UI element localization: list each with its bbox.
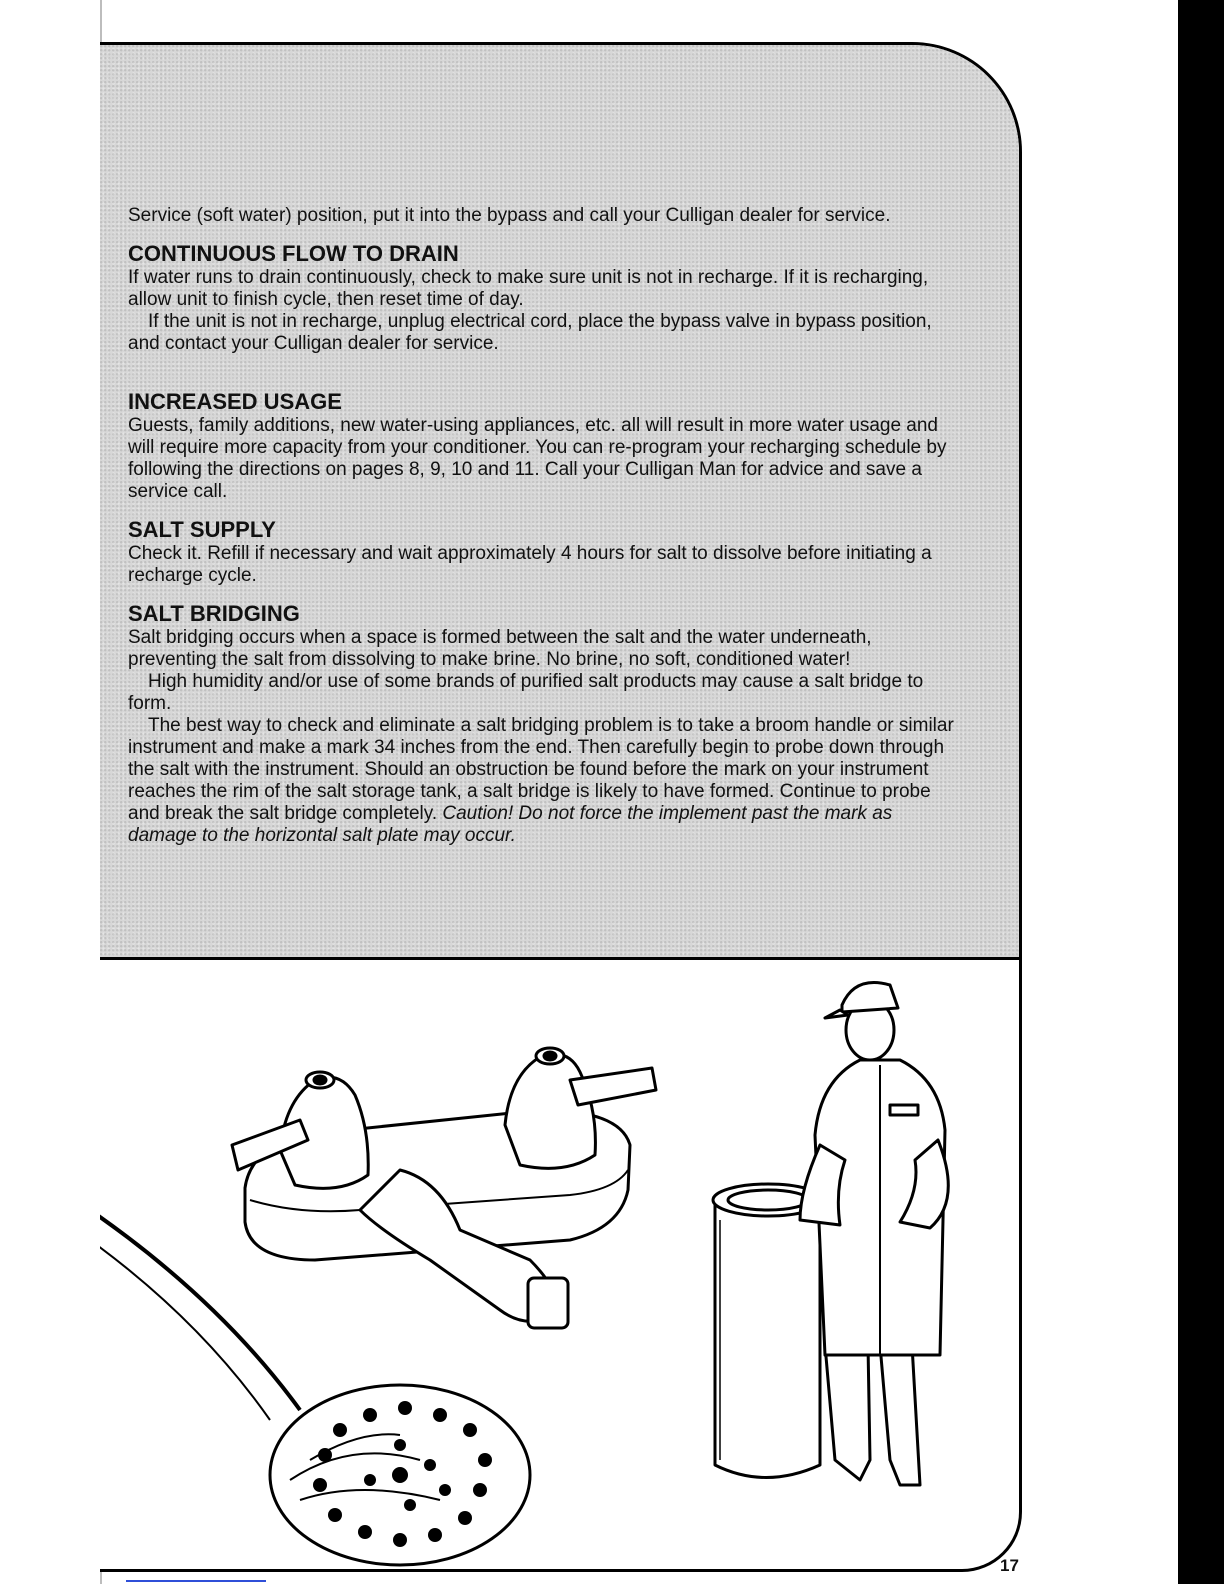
section-paragraph: Salt bridging occurs when a space is formed between the salt and the water underneath, preventing the salt from dissolving to make brine. No brine, no soft, conditioned water! [128, 627, 872, 670]
drain-strainer-illustration [270, 1385, 530, 1565]
service-man-illustration [713, 983, 948, 1486]
procedure-text: The best way to check and eliminate a salt bridging problem is to take a broom handle or similar instrument and make a mark 34 inches from the end. Then carefully begin to probe down through the salt with the instrument. Should an obstruction be found before the mark on your instrument reaches the rim of the salt storage tank, a salt bridge is likely to have formed. Continue to probe and break the salt bridge completely. [128, 715, 954, 824]
intro-paragraph: Service (soft water) position, put it into the bypass and call your Culligan dealer for service. [128, 205, 891, 226]
page-number: 17 [1000, 1556, 1019, 1575]
text-column [128, 205, 958, 847]
section-increased-usage [128, 389, 958, 503]
faucet-illustration [100, 1048, 656, 1420]
bottom-rule [126, 1580, 266, 1582]
right-edge-bar [1178, 0, 1224, 1584]
section-paragraph: High humidity and/or use of some brands of purified salt products may cause a salt bridge to form. [128, 671, 924, 714]
illustration [100, 960, 1022, 1572]
section-heading: CONTINUOUS FLOW TO DRAIN [128, 241, 459, 266]
content-panel [100, 42, 1022, 1572]
section-continuous-flow [128, 241, 958, 355]
section-paragraph: Guests, family additions, new water-using appliances, etc. all will result in more water usage and will require more capacity from your conditioner. You can re-program your recharging schedule by following the directions on pages 8, 9, 10 and 11. Call your Culligan Man for advice and save a service call. [128, 415, 947, 502]
section-salt-supply [128, 517, 958, 587]
section-paragraph: If the unit is not in recharge, unplug electrical cord, place the bypass valve in bypass position, and contact your Culligan dealer for service. [128, 311, 932, 354]
section-heading: SALT SUPPLY [128, 517, 276, 542]
shaded-text-area [100, 45, 1019, 960]
caution-text: Caution! Do not force the implement past the mark as damage to the horizontal salt plate may occur. [128, 803, 893, 846]
section-heading: INCREASED USAGE [128, 389, 342, 414]
section-paragraph [128, 715, 958, 847]
section-paragraph: If water runs to drain continuously, check to make sure unit is not in recharge. If it is recharging, allow unit to finish cycle, then reset time of day. [128, 267, 929, 310]
section-salt-bridging [128, 601, 958, 847]
section-heading: SALT BRIDGING [128, 601, 300, 626]
section-paragraph: Check it. Refill if necessary and wait approximately 4 hours for salt to dissolve before initiating a recharge cycle. [128, 543, 932, 586]
